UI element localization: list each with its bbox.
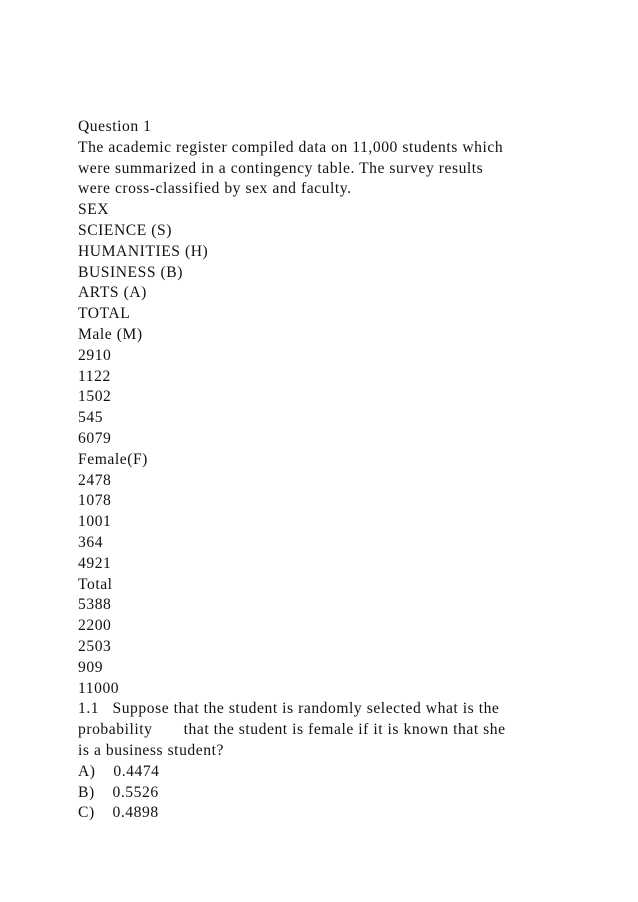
- table-cell: 1078: [78, 492, 112, 510]
- sub-question-line: 1.1 Suppose that the student is randomly selected what is the: [78, 700, 500, 718]
- intro-line: The academic register compiled data on 11,000 students which: [78, 138, 504, 156]
- table-cell: 5388: [78, 596, 112, 614]
- sub-question-line: is a business student?: [78, 741, 224, 759]
- table-cell: 6079: [78, 429, 112, 447]
- table-cell: 2200: [78, 617, 112, 635]
- answer-option-c: C) 0.4898: [78, 804, 159, 822]
- table-cell: 2503: [78, 637, 112, 655]
- table-cell: 909: [78, 658, 104, 676]
- answer-option-a: A) 0.4474: [78, 762, 160, 780]
- sub-question-line: probability that the student is female if it is known that she: [78, 721, 506, 739]
- table-header-business: BUSINESS (B): [78, 263, 183, 281]
- table-cell: 1122: [78, 367, 111, 385]
- table-cell: 364: [78, 533, 104, 551]
- table-row-male-label: Male (M): [78, 325, 143, 343]
- table-header-total: TOTAL: [78, 305, 131, 323]
- table-header-humanities: HUMANITIES (H): [78, 242, 209, 260]
- table-row-female-label: Female(F): [78, 450, 148, 468]
- question-title: Question 1: [78, 118, 152, 135]
- table-cell: 1502: [78, 388, 112, 406]
- table-cell: 545: [78, 409, 104, 427]
- table-header-arts: ARTS (A): [78, 284, 147, 302]
- table-header-sex: SEX: [78, 201, 110, 219]
- intro-line: were summarized in a contingency table. The survey results: [78, 159, 484, 177]
- table-cell: 2478: [78, 471, 112, 489]
- intro-line: were cross-classified by sex and faculty.: [78, 180, 352, 198]
- table-row-total-label: Total: [78, 575, 113, 593]
- document-text: [78, 117, 578, 824]
- table-cell: 2910: [78, 346, 112, 364]
- answer-option-b: B) 0.5526: [78, 783, 159, 801]
- table-header-science: SCIENCE (S): [78, 221, 172, 239]
- table-cell: 4921: [78, 554, 112, 572]
- table-cell: 1001: [78, 513, 112, 531]
- table-cell: 11000: [78, 679, 120, 697]
